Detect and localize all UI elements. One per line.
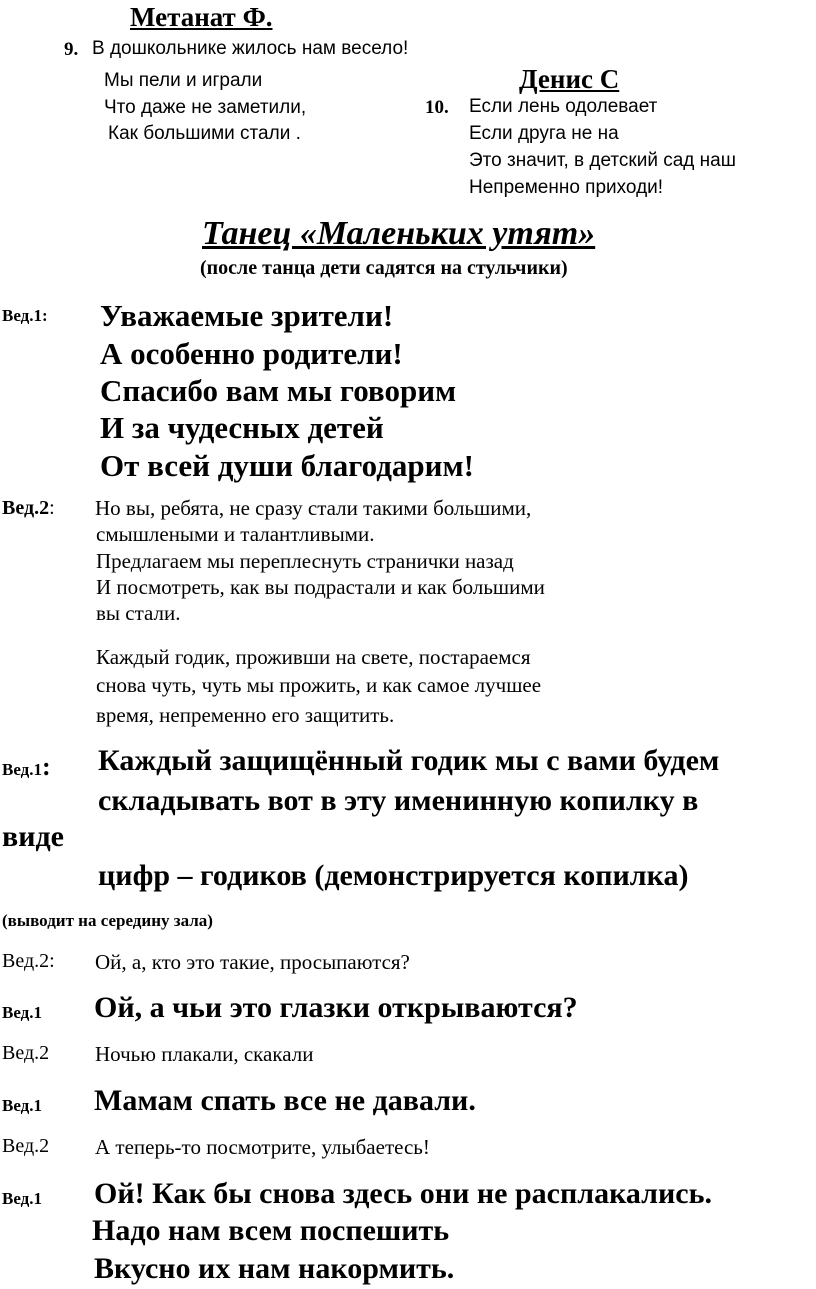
poem9-line: Как большими стали . bbox=[108, 123, 301, 144]
speaker-label: Вед.2: bbox=[2, 950, 55, 972]
poem10-line: Если лень одолевает bbox=[469, 96, 658, 117]
speech-line: Мамам спать все не давали. bbox=[94, 1084, 476, 1117]
speech-line: время, непременно его защитить. bbox=[96, 703, 395, 727]
poem9-line: Что даже не заметили, bbox=[104, 97, 307, 118]
speaker-label: Вед.2 bbox=[2, 1042, 50, 1064]
speech-line: Ой! Как бы снова здесь они не расплакались. bbox=[94, 1177, 712, 1210]
speaker-label-colon: : bbox=[49, 497, 55, 519]
poem9-author: Метанат Ф. bbox=[130, 2, 273, 32]
speaker-label: Вед.1: bbox=[2, 306, 48, 325]
speech-line: Ночью плакали, скакали bbox=[95, 1042, 314, 1066]
speech-line: От всей души благодарим! bbox=[100, 448, 474, 483]
speech-line: Но вы, ребята, не сразу стали такими большими, bbox=[95, 496, 532, 520]
speech-line: Каждый годик, проживши на свете, постараемся bbox=[96, 645, 531, 669]
speech-line: Ой, а чьи это глазки открываются? bbox=[94, 991, 578, 1024]
speaker-label: Вед.1 bbox=[2, 760, 43, 779]
speaker-label: Вед.1 bbox=[2, 1189, 43, 1208]
speech-line: Предлагаем мы переплеснуть странички назад bbox=[96, 549, 514, 573]
dance-note: (после танца дети садятся на стульчики) bbox=[200, 257, 568, 279]
speech-line: А теперь-то посмотрите, улыбаетесь! bbox=[95, 1135, 430, 1159]
speaker-label-colon: : bbox=[42, 752, 51, 781]
speech-line: И за чудесных детей bbox=[100, 410, 384, 445]
speaker-label-wrap bbox=[2, 752, 51, 782]
stage-note: (выводит на середину зала) bbox=[2, 911, 213, 930]
poem9-line: В дошкольнике жилось нам весело! bbox=[92, 38, 409, 59]
poem10-author: Денис С bbox=[519, 64, 620, 94]
speech-line: И посмотреть, как вы подрастали и как большими bbox=[96, 575, 545, 599]
speech-line: вы стали. bbox=[96, 601, 181, 625]
speech-line: Ой, а, кто это такие, просыпаются? bbox=[95, 950, 410, 974]
speech-line: Надо нам всем поспешить bbox=[92, 1214, 450, 1247]
speaker-label: Вед.1 bbox=[2, 1096, 43, 1115]
speech-line: цифр – годиков (демонстрируется копилка) bbox=[98, 859, 689, 892]
speaker-label: Вед.1 bbox=[2, 1003, 43, 1022]
speech-line: складывать вот в эту именинную копилку в bbox=[98, 784, 699, 817]
poem10-line: Это значит, в детский сад наш bbox=[469, 150, 736, 171]
speech-line: А особенно родители! bbox=[100, 336, 403, 371]
speech-line: Спасибо вам мы говорим bbox=[100, 373, 457, 408]
speaker-label: Вед.2 bbox=[2, 497, 50, 519]
poem10-line: Если друга не на bbox=[469, 123, 619, 144]
poem10-number: 10. bbox=[425, 97, 449, 118]
speaker-label-wrap bbox=[2, 497, 55, 520]
poem9-number: 9. bbox=[64, 39, 79, 60]
poem10-line: Непременно приходи! bbox=[469, 177, 664, 198]
speech-line: Каждый защищённый годик мы с вами будем bbox=[98, 744, 720, 777]
dance-title: Танец «Маленьких утят» bbox=[202, 215, 596, 252]
speech-line: виде bbox=[2, 820, 64, 853]
speech-line: Вкусно их нам накормить. bbox=[94, 1252, 455, 1285]
speech-line: Уважаемые зрители! bbox=[100, 298, 394, 333]
speech-line: смышлеными и талантливыми. bbox=[96, 522, 375, 546]
speech-line: снова чуть, чуть мы прожить, и как самое лучшее bbox=[96, 673, 542, 697]
poem9-line: Мы пели и играли bbox=[104, 70, 263, 91]
speaker-label: Вед.2 bbox=[2, 1135, 50, 1157]
